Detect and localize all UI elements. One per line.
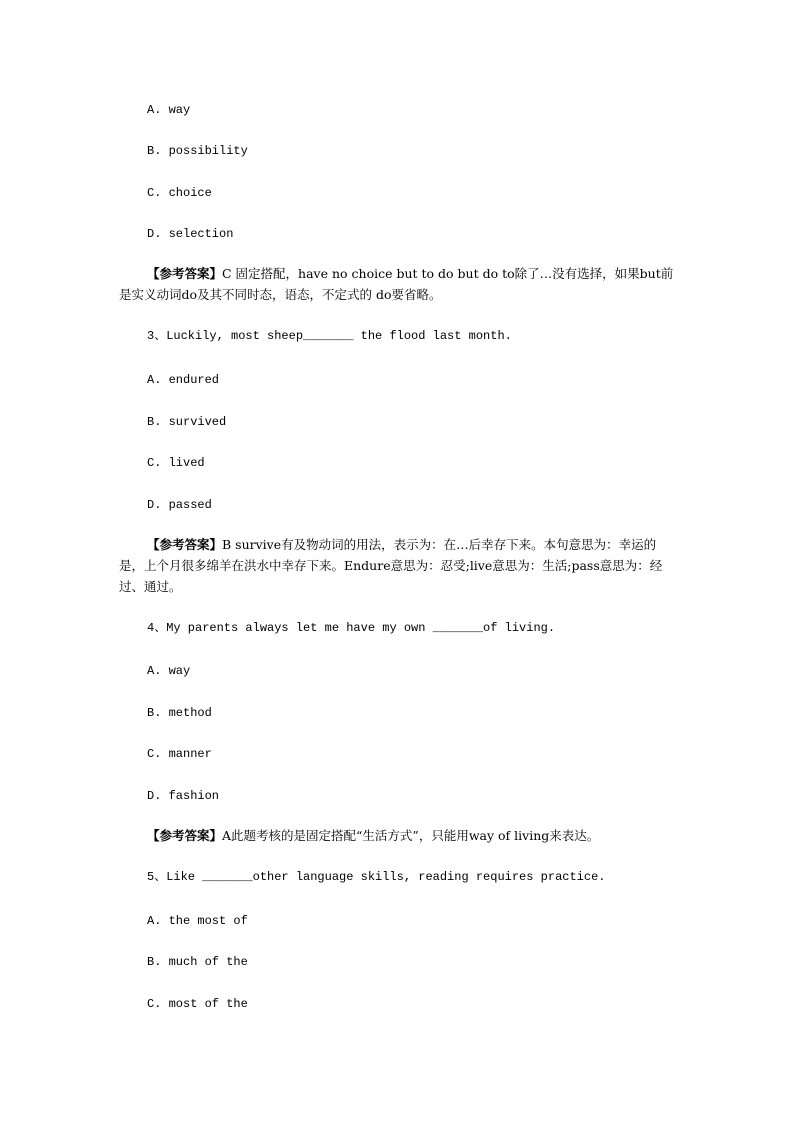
question-4-stem: 4、My parents always let me have my own _______of living. — [147, 621, 556, 635]
q5-option-b: B. much of the — [147, 955, 248, 969]
q2-option-a: A. way — [147, 103, 191, 117]
q3-option-d: D. passed — [147, 498, 212, 512]
q3-option-c: C. lived — [147, 456, 205, 470]
answer-text: B survive有及物动词的用法，表示为：在…后幸存下来。本句意思为：幸运的是，上个月很多绵羊在洪水中幸存下来。Endure意思为：忍受;live意思为：生活;pass意思为：经过、通过。 — [119, 537, 663, 594]
answer-4 — [119, 825, 679, 846]
q3-option-b: B. survived — [147, 415, 227, 429]
q4-option-c: C. manner — [147, 747, 212, 761]
q2-option-b: B. possibility — [147, 144, 248, 158]
q5-option-a: A. the most of — [147, 914, 248, 928]
answer-3 — [119, 534, 679, 597]
q5-option-c: C. most of the — [147, 997, 248, 1011]
q4-option-b: B. method — [147, 706, 212, 720]
q2-option-c: C. choice — [147, 186, 212, 200]
answer-text: C 固定搭配，have no choice but to do but do to除了…没有选择，如果but前是实义动词do及其不同时态，语态，不定式的 do要省略。 — [119, 266, 674, 302]
q4-option-d: D. fashion — [147, 789, 220, 803]
q2-option-d: D. selection — [147, 227, 234, 241]
question-5-stem: 5、Like _______other language skills, reading requires practice. — [147, 870, 606, 884]
q3-option-a: A. endured — [147, 373, 220, 387]
answer-2 — [119, 263, 679, 305]
answer-label: 【参考答案】 — [147, 828, 223, 843]
question-3-stem: 3、Luckily, most sheep_______ the flood last month. — [147, 329, 512, 343]
answer-label: 【参考答案】 — [147, 266, 223, 281]
answer-label: 【参考答案】 — [147, 537, 223, 552]
answer-text: A此题考核的是固定搭配“生活方式”，只能用way of living来表达。 — [222, 828, 600, 843]
q4-option-a: A. way — [147, 664, 191, 678]
